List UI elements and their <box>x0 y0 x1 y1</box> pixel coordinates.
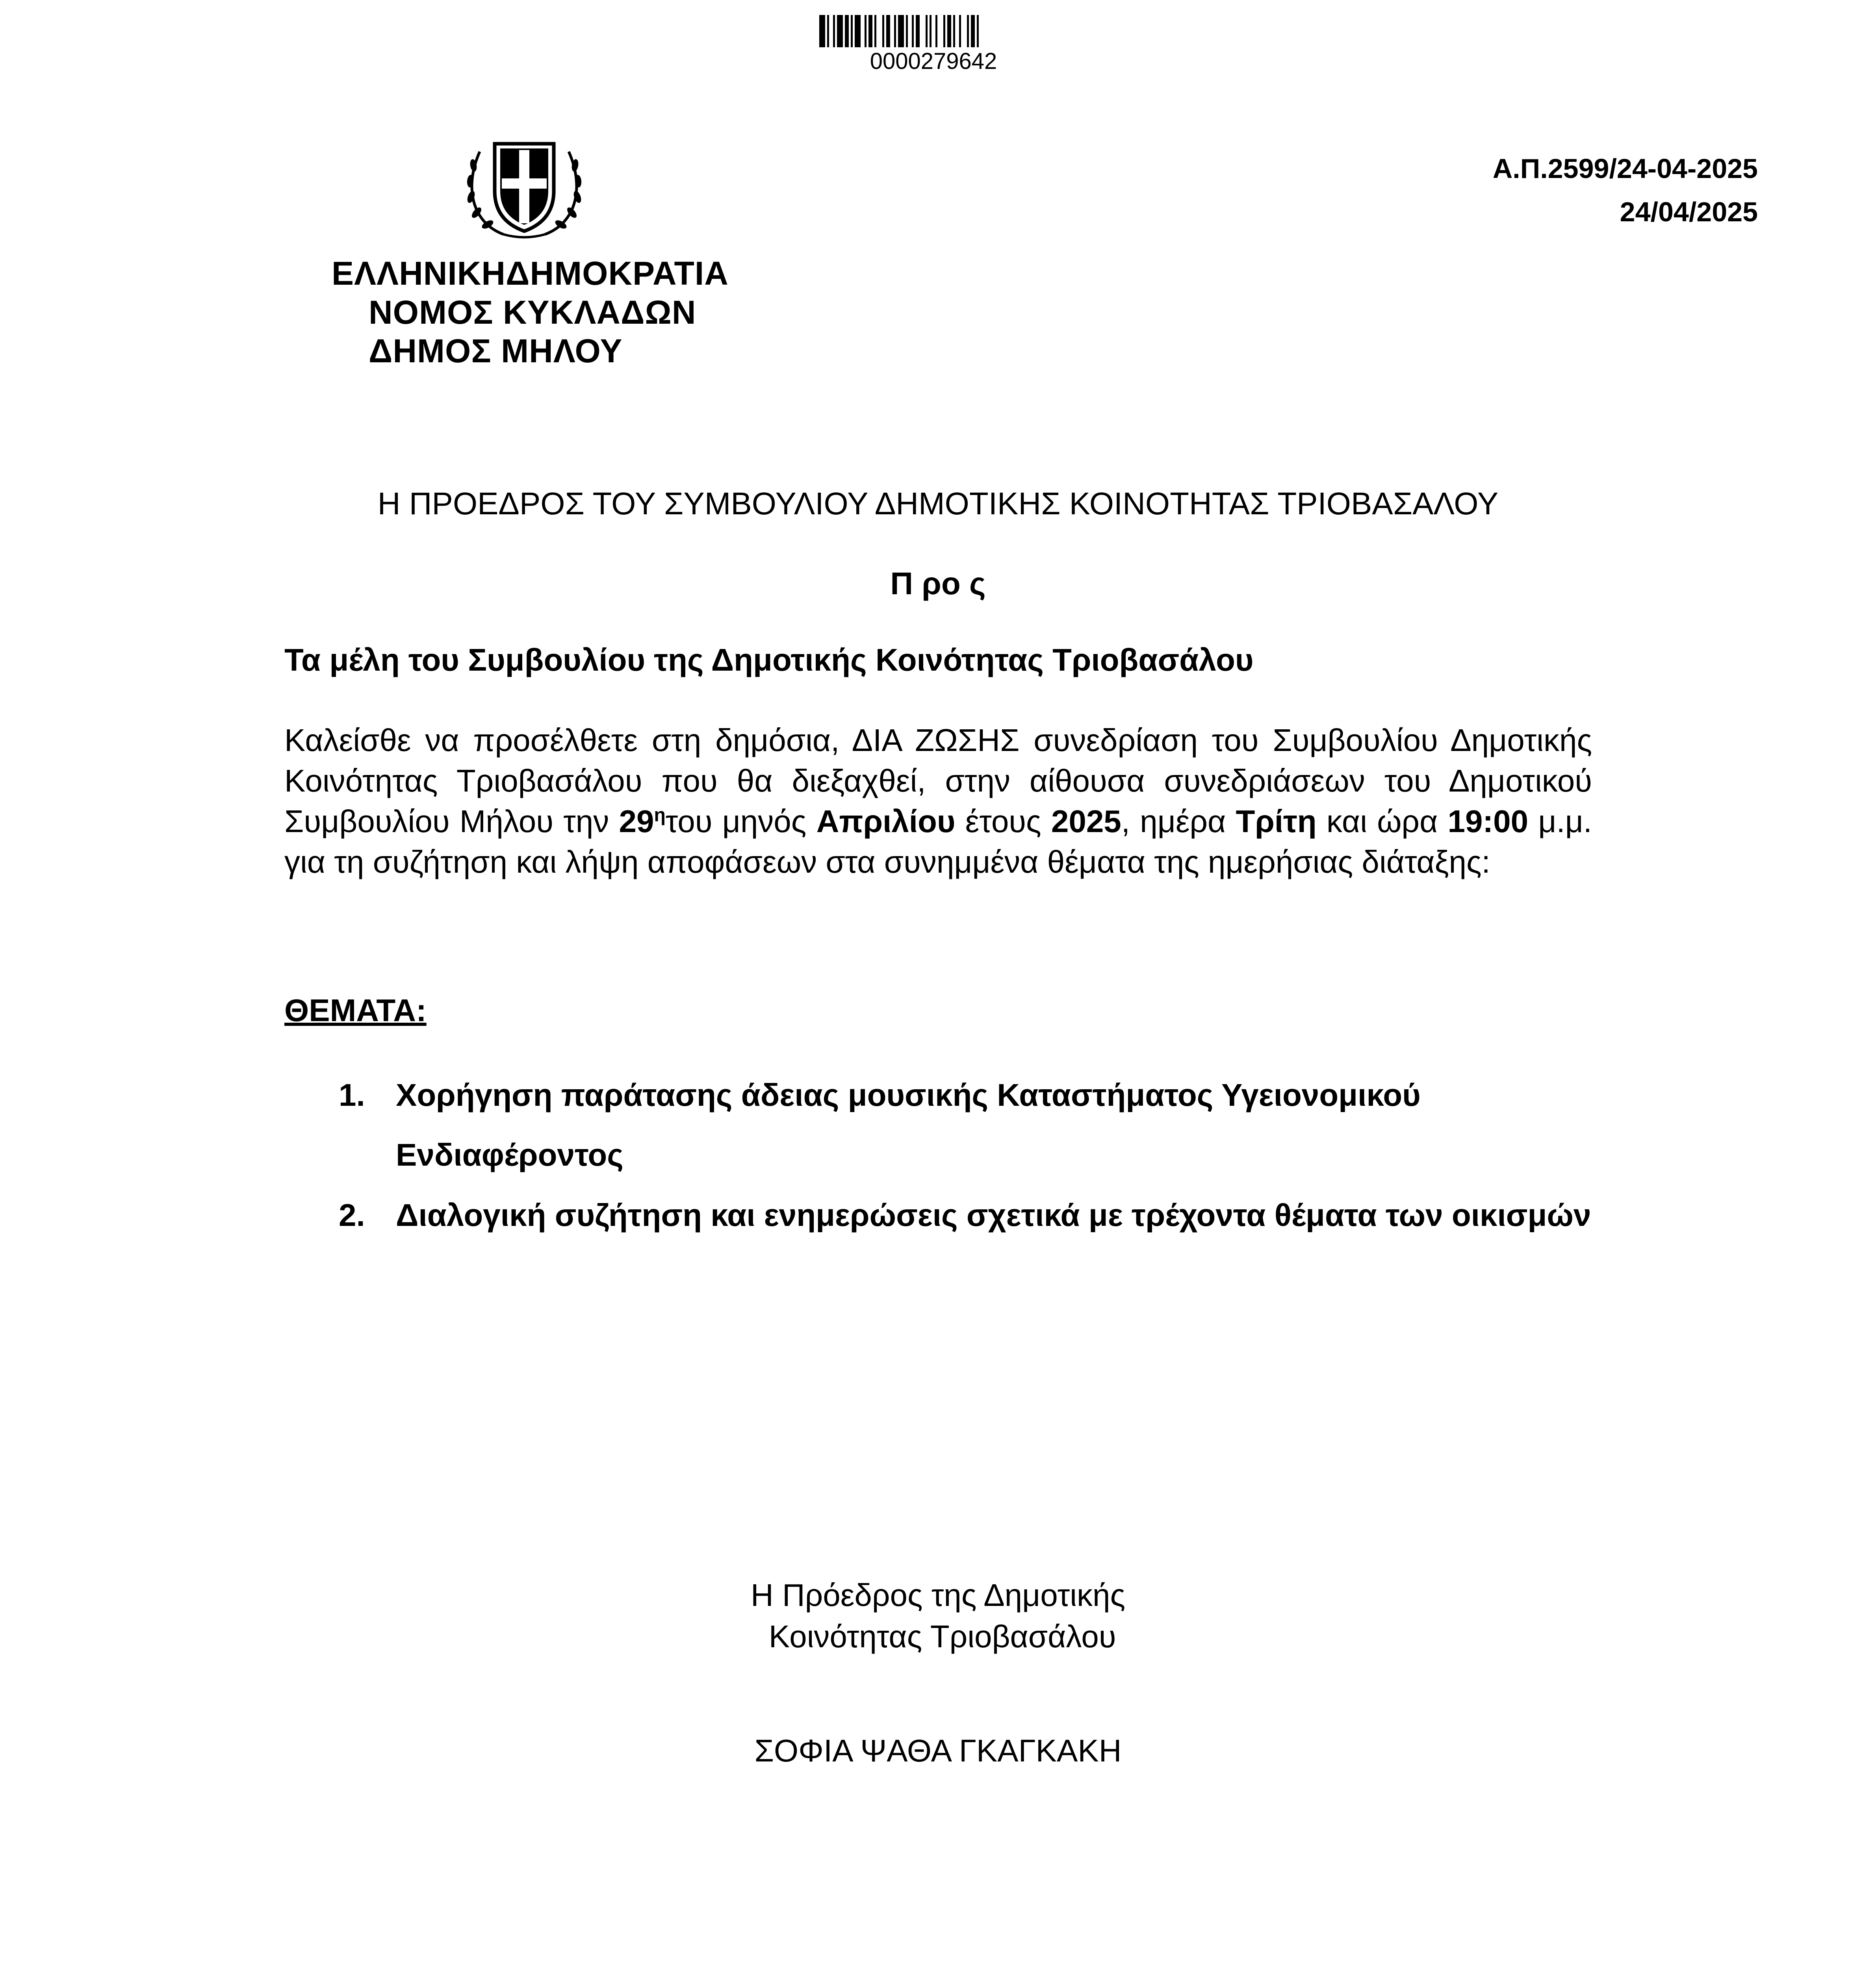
barcode <box>819 15 1048 47</box>
agenda-item <box>339 1185 1599 1245</box>
barcode-bar <box>868 15 872 47</box>
barcode-bar <box>971 15 975 47</box>
invitation-paragraph: Καλείσθε να προσέλθετε στη δημόσια, ΔΙΑ ΖΩΣΗΣ συνεδρίαση του Συμβουλίου Δημοτικής Κοινότητας Τριοβασάλου που θα διεξαχθεί, στην αίθουσα συνεδριάσεων του Δημοτικού Συμβουλίου Μήλου την $29^\eta\tau o\upsilon$ μηνός Απριλίου έτους 2025, ημέρα Τρίτη και ώρα 19:00 μ.μ. για τη συζήτηση και λήψη αποφάσεων στα συνημμένα θέματα της ημερήσιας διάταξης: <box>284 723 1592 879</box>
barcode-bar <box>916 15 920 47</box>
agenda-item-number: 2. <box>339 1198 365 1233</box>
barcode-bar <box>851 15 853 47</box>
barcode-bar <box>882 15 884 47</box>
agenda-item-text: Χορήγηση παράτασης άδειας μουσικής Καταστήματος Υγειονομικού Ενδιαφέροντος <box>396 1077 1421 1172</box>
barcode-bar <box>819 15 825 47</box>
meeting-time: 19:00 <box>1447 804 1529 839</box>
barcode-bar <box>953 15 955 47</box>
barcode-bar <box>855 15 861 47</box>
barcode-bar <box>967 15 969 47</box>
barcode-bar <box>827 15 829 47</box>
signatory-role-line2: Κοινότητας Τριοβασάλου <box>760 1619 1116 1654</box>
barcode-bar <box>906 15 908 47</box>
signatory-name: ΣΟΦΙΑ ΨΑΘΑ ΓΚΑΓΚΑΚΗ <box>754 1733 1122 1768</box>
barcode-bar <box>837 15 843 47</box>
barcode-bar <box>894 15 896 47</box>
authority-line-prefecture: ΝΟΜΟΣ ΚΥΚΛΑΔΩΝ <box>369 294 696 331</box>
barcode-bar <box>845 15 849 47</box>
barcode-bar <box>865 15 867 47</box>
barcode-bar <box>935 15 937 47</box>
signatory-role-line1: Η Πρόεδρος της Δημοτικής <box>750 1578 1125 1613</box>
recipients: Τα μέλη του Συμβουλίου της Δημοτικής Κοινότητας Τριοβασάλου <box>284 642 1254 677</box>
agenda-item-text: Διαλογική συζήτηση και ενημερώσεις σχετικά με τρέχοντα θέματα των οικισμών <box>396 1198 1591 1233</box>
meeting-month: Απριλίου <box>816 804 956 839</box>
protocol-number: Α.Π.2599/24-04-2025 <box>1492 153 1758 184</box>
document-title: Η ΠΡΟΕΔΡΟΣ ΤΟΥ ΣΥΜΒΟΥΛΙΟΥ ΔΗΜΟΤΙΚΗΣ ΚΟΙΝΟΤΗΤΑΣ ΤΡΙΟΒΑΣΑΛΟΥ <box>377 486 1499 521</box>
barcode-bar <box>943 15 945 47</box>
barcode-bar <box>977 15 979 47</box>
barcode-bar <box>947 15 951 47</box>
barcode-bar <box>898 15 904 47</box>
barcode-bar <box>874 15 876 47</box>
barcode-bar <box>926 15 928 47</box>
meeting-day: 29 <box>619 804 654 839</box>
to-label: Π ρο ς <box>890 566 986 601</box>
meeting-year: 2025 <box>1051 804 1121 839</box>
agenda-item <box>339 1065 1599 1185</box>
meeting-weekday: Τρίτη <box>1236 804 1317 839</box>
barcode-bar <box>959 15 961 47</box>
themes-heading: ΘΕΜΑΤΑ: <box>284 993 427 1028</box>
barcode-bar <box>912 15 914 47</box>
authority-line-municipality: ΔΗΜΟΣ ΜΗΛΟΥ <box>369 332 623 369</box>
barcode-bar <box>833 15 835 47</box>
agenda-item-number: 1. <box>339 1077 365 1112</box>
barcode-bar <box>886 15 890 47</box>
document-date: 24/04/2025 <box>1620 197 1758 227</box>
barcode-number: 0000279642 <box>870 48 997 74</box>
barcode-bar <box>930 15 932 47</box>
authority-line-republic: ΕΛΛΗΝΙΚΗΔΗΜΟΚΡΑΤΙΑ <box>332 255 729 292</box>
greek-coat-of-arms-emblem <box>456 128 592 241</box>
